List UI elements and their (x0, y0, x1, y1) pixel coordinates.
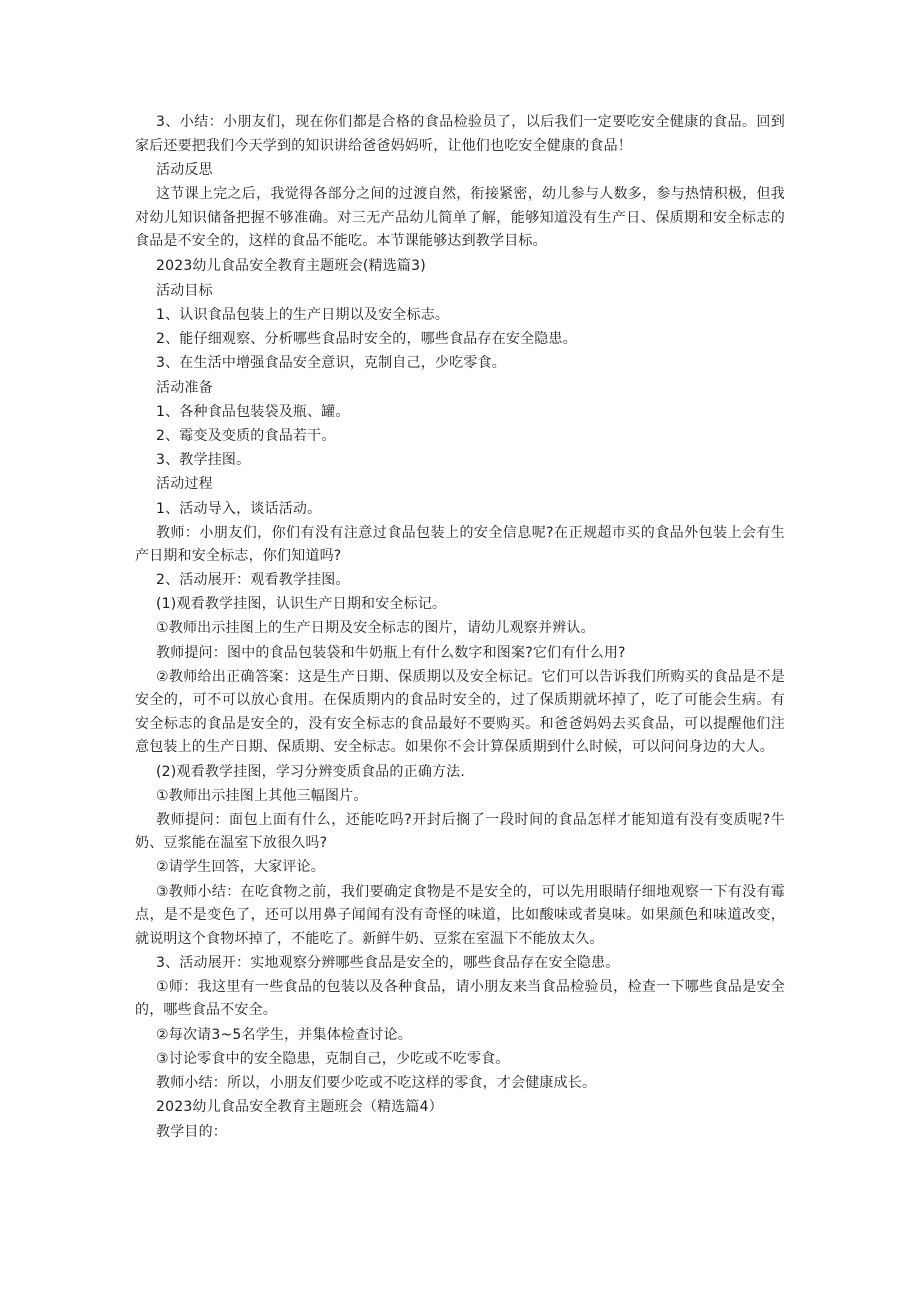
list-item: ③讨论零食中的安全隐患，克制自己，少吃或不吃零食。 (156, 1050, 510, 1067)
list-item: 2、能仔细观察、分析哪些食品时安全的，哪些食品存在安全隐患。 (156, 330, 577, 347)
paragraph-correct-answer: ②教师给出正确答案：这是生产日期、保质期以及安全标记。它们可以告诉我们所购买的食品是不是安全的，可不可以放心食用。在保质期内的食品时安全的，过了保质期就坏掉了，吃了可能会生病。有安全标志的食品是安全的，没有安全标志的食品最好不要购买。和爸爸妈妈去买食品，可以提醒他们注意包装上的生产日期、保质期、安全标志。如果你不会计算保质期到什么时候，可以问问身边的大人。 (135, 668, 785, 756)
paragraph-teacher-intro: 教师：小朋友们，你们有没有注意过食品包装上的安全信息呢?在正规超市买的食品外包装上会有生产日期和安全标志，你们知道吗? (135, 524, 785, 565)
list-item: 2、霉变及变质的食品若干。 (156, 427, 336, 444)
list-item: (2)观看教学挂图，学习分辨变质食品的正确方法. (156, 763, 466, 780)
list-item: 1、认识食品包装上的生产日期以及安全标志。 (156, 306, 450, 323)
list-item: 3、教学挂图。 (156, 451, 251, 468)
paragraph-teacher-question: 教师提问：面包上面有什么，还能吃吗?开封后搁了一段时间的食品怎样才能知道有没有变质呢?牛奶、豆浆能在温室下放很久吗? (135, 811, 785, 852)
paragraph-teacher-summary: ③教师小结：在吃食物之前，我们要确定食物是不是安全的，可以先用眼睛仔细地观察一下有没有霉点，是不是变色了，还可以用鼻子闻闻有没有奇怪的味道，比如酸味或者臭味。如果颜色和味道改变，就说明这个食物坏掉了，不能吃了。新鲜牛奶、豆浆在室温下不能放太久。 (135, 883, 785, 947)
heading-activity-goals: 活动目标 (156, 282, 213, 299)
section-title-part4: 2023幼儿食品安全教育主题班会（精选篇4） (156, 1099, 443, 1116)
paragraph-summary: 3、小结：小朋友们，现在你们都是合格的食品检验员了，以后我们一定要吃安全健康的食品。回到家后还要把我们今天学到的知识讲给爸爸妈妈听，让他们也吃安全健康的食品！ (135, 114, 785, 154)
list-item: 3、在生活中增强食品安全意识，克制自己，少吃零食。 (156, 354, 506, 371)
list-item: ①教师出示挂图上的生产日期及安全标志的图片，请幼儿观察并辨认。 (156, 620, 595, 637)
heading-activity-preparation: 活动准备 (156, 379, 213, 396)
list-item: ②每次请3~5名学生，并集体检查讨论。 (156, 1026, 412, 1043)
heading-activity-reflection: 活动反思 (156, 162, 213, 179)
paragraph-reflection: 这节课上完之后，我觉得各部分之间的过渡自然，衔接紧密，幼儿参与人数多，参与热情积极，但我对幼儿知识储备把握不够准确。对三无产品幼儿简单了解，能够知道没有生产日、保质期和安全标志的食品是不安全的，这样的食品不能吃。本节课能够达到教学目标。 (135, 186, 785, 250)
list-item: ①教师出示挂图上其他三幅图片。 (156, 787, 368, 804)
paragraph-teacher-conclusion: 教师小结：所以，小朋友们要少吃或不吃这样的零食，才会健康成长。 (156, 1074, 597, 1091)
heading-activity-process: 活动过程 (156, 476, 213, 493)
list-item: 1、活动导入，谈话活动。 (156, 500, 322, 517)
list-item: (1)观看教学挂图，认识生产日期和安全标记。 (156, 596, 447, 613)
list-item: 1、各种食品包装袋及瓶、罐。 (156, 403, 350, 420)
list-item: 3、活动展开：实地观察分辨哪些食品是安全的，哪些食品存在安全隐患。 (156, 954, 620, 971)
section-title-part3: 2023幼儿食品安全教育主题班会(精选篇3) (156, 258, 426, 275)
list-item: ②请学生回答，大家评论。 (156, 859, 325, 876)
heading-teaching-purpose: 教学目的： (156, 1123, 227, 1140)
document-body (135, 111, 785, 1145)
paragraph-teacher-question: 教师提问：图中的食品包装袋和牛奶瓶上有什么数字和图案?它们有什么用? (156, 644, 626, 661)
list-item: 2、活动展开：观看教学挂图。 (156, 572, 350, 589)
paragraph-teacher-instruction: ①师：我这里有一些食品的包装以及各种食品，请小朋友来当食品检验员，检查一下哪些食品是安全的，哪些食品不安全。 (135, 978, 785, 1019)
